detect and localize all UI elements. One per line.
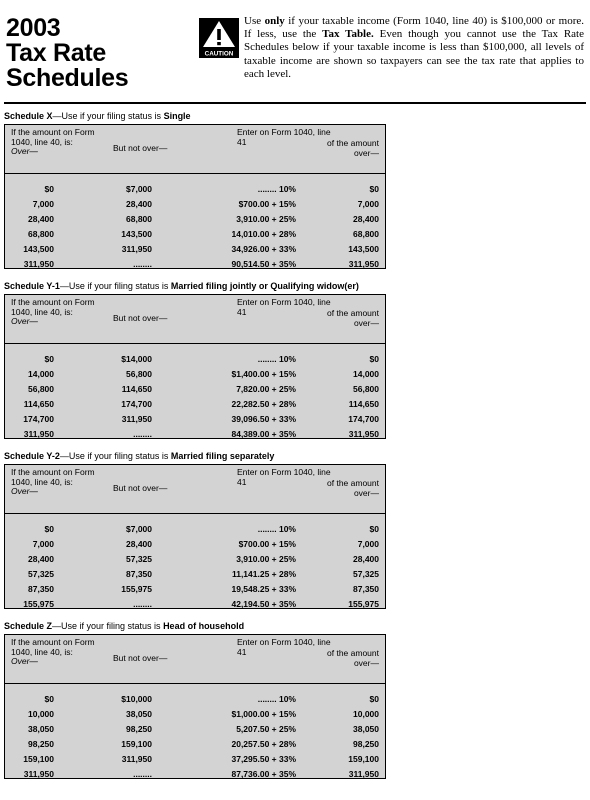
cell-over: 114,650	[23, 399, 54, 409]
schedule-heading	[4, 451, 386, 462]
cell-over: $0	[44, 694, 54, 704]
table-row	[5, 752, 385, 767]
cell-but-not-over: ........	[133, 769, 152, 779]
table-row	[5, 582, 385, 597]
table-row	[5, 552, 385, 567]
cell-tax: 22,282.50 + 28%	[231, 399, 296, 409]
cell-over: 57,325	[28, 569, 54, 579]
col-header-over	[11, 298, 111, 327]
table-row	[5, 242, 385, 257]
cell-of-amount-over: 57,325	[353, 569, 379, 579]
cell-of-amount-over: 98,250	[353, 739, 379, 749]
col-header-over-label: Over—	[11, 146, 38, 157]
cell-tax: 7,820.00 + 25%	[236, 384, 296, 394]
cell-over: 174,700	[23, 414, 54, 424]
cell-tax: 37,295.50 + 33%	[231, 754, 296, 764]
cell-tax: ........ 10%	[257, 524, 296, 534]
schedule-section	[4, 281, 386, 439]
cell-but-not-over: 38,050	[126, 709, 152, 719]
col-header-over-label: Over—	[11, 486, 38, 497]
cell-but-not-over: 57,325	[126, 554, 152, 564]
cell-but-not-over: ........	[133, 259, 152, 269]
cell-of-amount-over: 28,400	[353, 214, 379, 224]
filing-status: Married filing jointly or Qualifying widow(er)	[170, 281, 359, 291]
cell-over: 10,000	[28, 709, 54, 719]
col-header-of-amount-over: of the amount over—	[327, 308, 379, 328]
schedule-section	[4, 451, 386, 609]
cell-but-not-over: 98,250	[126, 724, 152, 734]
table-row	[5, 722, 385, 737]
cell-but-not-over: 143,500	[121, 229, 152, 239]
cell-but-not-over: $14,000	[121, 354, 152, 364]
col-header-but-not-over: But not over—	[113, 313, 168, 323]
cell-tax: 39,096.50 + 33%	[231, 414, 296, 424]
cell-but-not-over: 28,400	[126, 539, 152, 549]
intro-part-3: Even though you cannot use the Tax Rate Schedules below if your taxable income is less than $100,000, all levels of taxable income are shown so taxpayers can see the tax rate that applies to each level.	[244, 28, 584, 80]
cell-tax: 5,207.50 + 25%	[236, 724, 296, 734]
schedule-table-body	[5, 683, 385, 778]
cell-but-not-over: 114,650	[121, 384, 152, 394]
header-rule	[4, 102, 586, 104]
col-header-enter-on: Enter on Form 1040, line 41	[237, 467, 331, 487]
col-header-over-text: If the amount on Form 1040, line 40, is:	[11, 127, 95, 147]
col-header-enter-on: Enter on Form 1040, line 41	[237, 637, 331, 657]
cell-over: 311,950	[23, 429, 54, 439]
schedule-desc: —Use if your filing status is	[52, 621, 164, 631]
intro-part-1: Use	[244, 15, 265, 27]
cell-over: 159,100	[23, 754, 54, 764]
schedule-name: Schedule Y-1	[4, 281, 60, 291]
cell-over: 155,975	[23, 599, 54, 609]
cell-over: 311,950	[23, 259, 54, 269]
cell-tax: ........ 10%	[257, 184, 296, 194]
schedule-name: Schedule Y-2	[4, 451, 60, 461]
filing-status: Single	[163, 111, 191, 121]
col-header-enter-on: Enter on Form 1040, line 41	[237, 127, 331, 147]
intro-only: only	[264, 15, 285, 27]
table-row	[5, 412, 385, 427]
schedule-name: Schedule Z	[4, 621, 53, 631]
page-title	[6, 16, 128, 91]
cell-tax: 11,141.25 + 28%	[231, 569, 296, 579]
cell-tax: ........ 10%	[257, 354, 296, 364]
cell-but-not-over: 68,800	[126, 214, 152, 224]
cell-of-amount-over: 311,950	[348, 429, 379, 439]
cell-of-amount-over: 38,050	[353, 724, 379, 734]
cell-but-not-over: $7,000	[126, 524, 152, 534]
cell-but-not-over: ........	[133, 599, 152, 609]
cell-of-amount-over: 159,100	[348, 754, 379, 764]
cell-of-amount-over: 114,650	[348, 399, 379, 409]
cell-but-not-over: 56,800	[126, 369, 152, 379]
title-year: 2003	[6, 14, 61, 42]
cell-over: 7,000	[32, 539, 54, 549]
cell-over: 28,400	[28, 214, 54, 224]
cell-tax: 87,736.00 + 35%	[231, 769, 296, 779]
intro-text	[244, 15, 584, 81]
cell-over: 98,250	[28, 739, 54, 749]
cell-tax: 90,514.50 + 35%	[231, 259, 296, 269]
schedule-name: Schedule X	[4, 111, 53, 121]
table-row	[5, 367, 385, 382]
caution-icon	[199, 18, 239, 58]
cell-of-amount-over: 56,800	[353, 384, 379, 394]
col-header-over-text: If the amount on Form 1040, line 40, is:	[11, 637, 95, 657]
col-header-over-label: Over—	[11, 656, 38, 667]
schedule-table	[4, 294, 386, 439]
col-header-over	[11, 638, 111, 667]
cell-over: 56,800	[28, 384, 54, 394]
cell-over: 87,350	[28, 584, 54, 594]
col-header-enter-on: Enter on Form 1040, line 41	[237, 297, 331, 317]
cell-but-not-over: 28,400	[126, 199, 152, 209]
cell-tax: 3,910.00 + 25%	[236, 554, 296, 564]
cell-over: 14,000	[28, 369, 54, 379]
cell-of-amount-over: 311,950	[348, 259, 379, 269]
title-line-2: Tax Rate	[6, 39, 106, 67]
table-row	[5, 692, 385, 707]
cell-but-not-over: 311,950	[121, 244, 152, 254]
cell-of-amount-over: 14,000	[353, 369, 379, 379]
table-row	[5, 197, 385, 212]
caution-label: CAUTION	[204, 50, 234, 58]
schedule-heading	[4, 621, 386, 632]
table-row	[5, 567, 385, 582]
table-row	[5, 257, 385, 272]
cell-tax: ........ 10%	[257, 694, 296, 704]
table-row	[5, 352, 385, 367]
table-row	[5, 537, 385, 552]
cell-but-not-over: 159,100	[121, 739, 152, 749]
col-header-over	[11, 468, 111, 497]
schedule-desc: —Use if your filing status is	[52, 111, 164, 121]
cell-tax: $700.00 + 15%	[238, 539, 296, 549]
table-row	[5, 522, 385, 537]
cell-of-amount-over: 10,000	[353, 709, 379, 719]
schedule-heading	[4, 281, 386, 292]
filing-status: Married filing separately	[170, 451, 275, 461]
schedule-table-body	[5, 513, 385, 608]
cell-but-not-over: $7,000	[126, 184, 152, 194]
col-header-of-amount-over: of the amount over—	[327, 478, 379, 498]
cell-over: $0	[44, 184, 54, 194]
col-header-over-text: If the amount on Form 1040, line 40, is:	[11, 467, 95, 487]
cell-over: 311,950	[23, 769, 54, 779]
cell-of-amount-over: 87,350	[353, 584, 379, 594]
cell-over: $0	[44, 354, 54, 364]
cell-tax: 84,389.00 + 35%	[231, 429, 296, 439]
cell-over: 38,050	[28, 724, 54, 734]
cell-of-amount-over: $0	[369, 694, 379, 704]
cell-over: $0	[44, 524, 54, 534]
cell-tax: $1,000.00 + 15%	[231, 709, 296, 719]
schedule-heading	[4, 111, 386, 122]
cell-but-not-over: 155,975	[121, 584, 152, 594]
cell-of-amount-over: 143,500	[348, 244, 379, 254]
schedule-table	[4, 124, 386, 269]
schedule-table-body	[5, 173, 385, 268]
schedule-section	[4, 111, 386, 269]
cell-but-not-over: 311,950	[121, 754, 152, 764]
cell-tax: 19,548.25 + 33%	[231, 584, 296, 594]
cell-but-not-over: 87,350	[126, 569, 152, 579]
schedule-section	[4, 621, 386, 779]
cell-but-not-over: $10,000	[121, 694, 152, 704]
cell-of-amount-over: 28,400	[353, 554, 379, 564]
table-row	[5, 707, 385, 722]
col-header-but-not-over: But not over—	[113, 483, 168, 493]
cell-tax: 3,910.00 + 25%	[236, 214, 296, 224]
col-header-of-amount-over: of the amount over—	[327, 138, 379, 158]
table-row	[5, 382, 385, 397]
schedule-table	[4, 464, 386, 609]
table-row	[5, 597, 385, 612]
cell-of-amount-over: 68,800	[353, 229, 379, 239]
schedule-desc: —Use if your filing status is	[59, 451, 171, 461]
cell-tax: $700.00 + 15%	[238, 199, 296, 209]
cell-of-amount-over: 7,000	[357, 199, 379, 209]
cell-over: 68,800	[28, 229, 54, 239]
filing-status: Head of household	[163, 621, 245, 631]
col-header-but-not-over: But not over—	[113, 653, 168, 663]
cell-but-not-over: ........	[133, 429, 152, 439]
schedule-desc: —Use if your filing status is	[59, 281, 171, 291]
cell-but-not-over: 174,700	[121, 399, 152, 409]
intro-tax-table: Tax Table.	[322, 28, 374, 41]
cell-tax: 20,257.50 + 28%	[231, 739, 296, 749]
cell-tax: $1,400.00 + 15%	[231, 369, 296, 379]
cell-over: 7,000	[32, 199, 54, 209]
schedule-table-body	[5, 343, 385, 438]
table-row	[5, 397, 385, 412]
cell-of-amount-over: 174,700	[348, 414, 379, 424]
cell-tax: 42,194.50 + 35%	[231, 599, 296, 609]
cell-but-not-over: 311,950	[121, 414, 152, 424]
cell-of-amount-over: 7,000	[357, 539, 379, 549]
table-row	[5, 182, 385, 197]
schedule-table	[4, 634, 386, 779]
cell-of-amount-over: $0	[369, 184, 379, 194]
table-row	[5, 212, 385, 227]
table-row	[5, 227, 385, 242]
cell-over: 143,500	[23, 244, 54, 254]
title-line-3: Schedules	[6, 64, 129, 92]
col-header-over-text: If the amount on Form 1040, line 40, is:	[11, 297, 95, 317]
cell-of-amount-over: $0	[369, 354, 379, 364]
cell-of-amount-over: 155,975	[348, 599, 379, 609]
cell-over: 28,400	[28, 554, 54, 564]
table-row	[5, 737, 385, 752]
col-header-over-label: Over—	[11, 316, 38, 327]
col-header-over	[11, 128, 111, 157]
table-row	[5, 427, 385, 442]
col-header-but-not-over: But not over—	[113, 143, 168, 153]
cell-of-amount-over: $0	[369, 524, 379, 534]
cell-tax: 14,010.00 + 28%	[231, 229, 296, 239]
col-header-of-amount-over: of the amount over—	[327, 648, 379, 668]
cell-of-amount-over: 311,950	[348, 769, 379, 779]
intro-part-2: if your taxable income (Form 1040, line 40) is $100,000 or more. If less, use the	[244, 15, 585, 41]
cell-tax: 34,926.00 + 33%	[231, 244, 296, 254]
table-row	[5, 767, 385, 782]
